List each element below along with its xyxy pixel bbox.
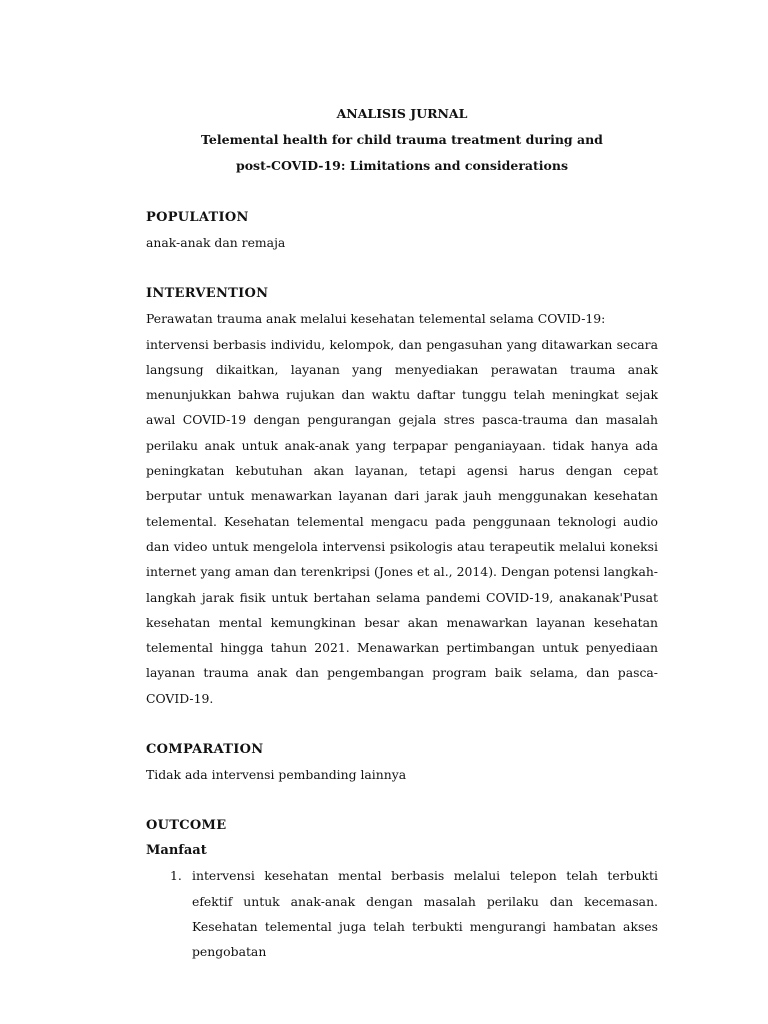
spacer (146, 787, 658, 813)
document-title: ANALISIS JURNAL (336, 106, 468, 121)
list-item-number: 1. (170, 868, 182, 884)
comparation-text: Tidak ada intervensi pembanding lainnya (146, 767, 407, 783)
intervention-intro: Perawatan trauma anak melalui kesehatan telemental selama COVID-19: (146, 311, 606, 327)
intervention-section (146, 281, 658, 711)
outcome-list (146, 863, 658, 964)
journal-title-line-1: Telemental health for child trauma treatment during and (201, 132, 603, 147)
outcome-subheading: Manfaat (146, 843, 207, 859)
population-heading: POPULATION (146, 210, 249, 225)
document-header (130, 101, 674, 179)
population-text: anak-anak dan remaja (146, 235, 286, 250)
spacer (146, 711, 658, 737)
intervention-body: intervensi berbasis individu, kelompok, dan pengasuhan yang ditawarkan secara langsung dikaitkan, layanan yang menyediakan perawatan trauma anak menunjukkan bahwa rujukan dan waktu daftar tunggu telah meningkat sejak awal COVID-19 dengan pengurangan gejala stres pasca-trauma dan masalah perilaku anak untuk anak-anak yang terpapar penganiayaan. tidak hanya ada peningkatan kebutuhan akan layanan, tetapi agensi harus dengan cepat berputar untuk menawarkan layanan dari jarak jauh menggunakan kesehatan telemental. Kesehatan telemental mengacu pada penggunaan teknologi audio dan video untuk mengelola intervensi psikologis atau terapeutik melalui koneksi internet yang aman dan terenkripsi (Jones et al., 2014). Dengan potensi langkah-langkah jarak fisik untuk bertahan selama pandemi COVID-19, anakanak'Pusat kesehatan mental kemungkinan besar akan menawarkan layanan kesehatan telemental hingga tahun 2021. Menawarkan pertimbangan untuk penyediaan layanan trauma anak dan pengembangan program baik selama, dan pasca-COVID-19. (146, 336, 658, 706)
journal-title-line-2: post-COVID-19: Limitations and considerations (235, 158, 569, 173)
document-content (146, 101, 658, 965)
list-item (146, 863, 658, 964)
outcome-section (146, 813, 658, 964)
comparation-section (146, 737, 658, 787)
outcome-heading: OUTCOME (146, 818, 227, 834)
intervention-heading: INTERVENTION (146, 286, 269, 302)
spacer (146, 179, 658, 205)
comparation-heading: COMPARATION (146, 742, 264, 758)
spacer (146, 255, 658, 281)
population-section (146, 205, 658, 255)
list-item-text: intervensi kesehatan mental berbasis melalui telepon telah terbukti efektif untuk anak-anak dengan masalah perilaku dan kecemasan. Kesehatan telemental juga telah terbukti mengurangi hambatan akses pengobatan (192, 868, 658, 960)
